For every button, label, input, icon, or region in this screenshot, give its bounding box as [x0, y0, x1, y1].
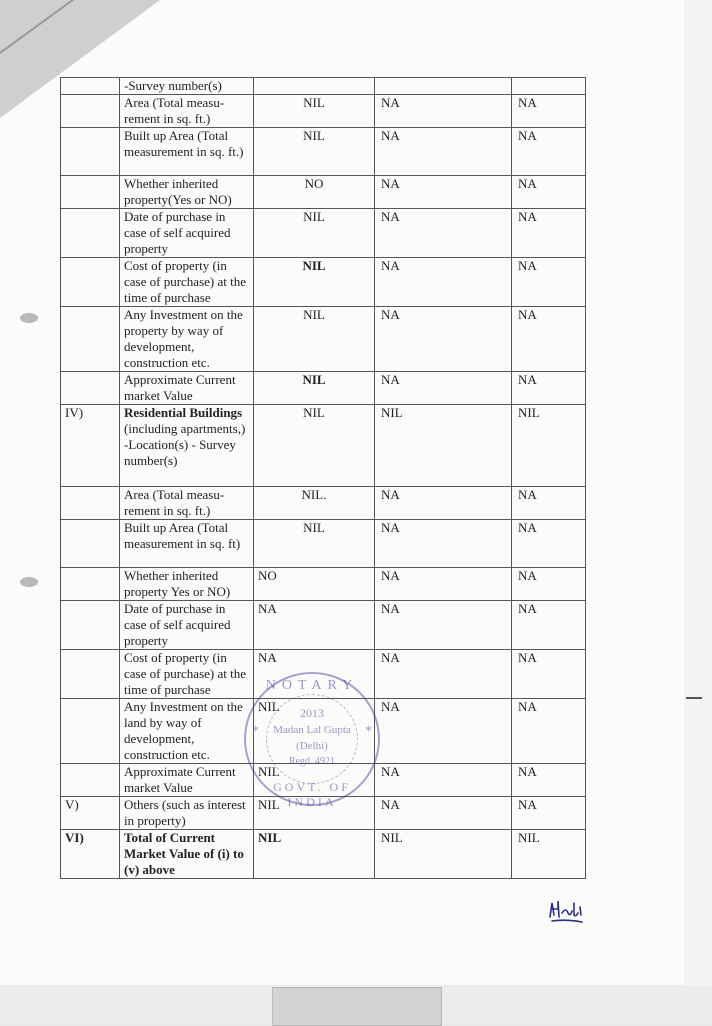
cell-particulars [120, 764, 254, 797]
cell-particulars [120, 176, 254, 209]
cell-value-3: NA [512, 520, 586, 568]
cell-value-2: NA [375, 764, 512, 797]
table-row [61, 95, 586, 128]
cell-value-3: NA [512, 372, 586, 405]
cell-serial [61, 764, 120, 797]
stamp-name: Madan Lal Gupta [273, 724, 351, 736]
cell-particulars [120, 307, 254, 372]
particulars-text: Date of purchase in case of self acquired property [124, 209, 231, 256]
cell-value-2: NA [375, 258, 512, 307]
cell-value-2: NA [375, 650, 512, 699]
cell-value-1: NIL [254, 830, 375, 879]
particulars-text: (including apartments,) -Location(s) - Survey number(s) [124, 421, 246, 468]
cell-value-1: NIL [254, 128, 375, 176]
cell-particulars [120, 95, 254, 128]
particulars-text: Any Investment on the property by way of development, construction etc. [124, 307, 243, 370]
cell-serial [61, 568, 120, 601]
cell-value-3: NA [512, 797, 586, 830]
cell-value-1: NO [254, 176, 375, 209]
cell-serial [61, 209, 120, 258]
cell-value-1 [254, 78, 375, 95]
edge-mark [686, 697, 702, 699]
cell-particulars [120, 520, 254, 568]
table-row [61, 209, 586, 258]
stamp-year: 2013 [300, 706, 324, 720]
cell-value-3 [512, 78, 586, 95]
cell-particulars [120, 699, 254, 764]
particulars-text: Built up Area (Total measurement in sq. ft.) [124, 128, 244, 159]
cell-value-1: NA [254, 601, 375, 650]
cell-value-3: NA [512, 176, 586, 209]
cell-value-2: NA [375, 487, 512, 520]
underlying-sheet [684, 0, 712, 1024]
cell-value-3: NA [512, 601, 586, 650]
cell-serial [61, 520, 120, 568]
cell-value-1: NIL [254, 209, 375, 258]
stamp-top-text: NOTARY [265, 678, 359, 693]
cell-value-3: NA [512, 258, 586, 307]
table-row [61, 128, 586, 176]
cell-serial [61, 699, 120, 764]
cell-value-3: NA [512, 128, 586, 176]
table-row [61, 307, 586, 372]
cell-value-3: NA [512, 307, 586, 372]
cell-serial [61, 307, 120, 372]
cell-value-2: NA [375, 307, 512, 372]
cell-value-1: NIL [254, 258, 375, 307]
punch-hole [20, 577, 38, 587]
cell-serial [61, 372, 120, 405]
punch-hole [20, 313, 38, 323]
cell-value-2: NIL [375, 830, 512, 879]
table-row [61, 78, 586, 95]
particulars-heading: Residential Buildings [124, 405, 243, 420]
particulars-text: Cost of property (in case of purchase) at the time of purchase [124, 650, 246, 697]
table-row [61, 520, 586, 568]
cell-value-1: NIL [254, 699, 375, 764]
table-row [61, 258, 586, 307]
table-row [61, 830, 586, 879]
cell-particulars [120, 128, 254, 176]
table-row [61, 487, 586, 520]
cell-value-2: NA [375, 797, 512, 830]
cell-value-2 [375, 78, 512, 95]
cell-serial: IV) [61, 405, 120, 487]
cell-serial [61, 176, 120, 209]
cell-serial [61, 128, 120, 176]
stamp-registration: Regd. 4921 [288, 756, 336, 767]
cell-serial [61, 258, 120, 307]
particulars-text: Any Investment on the land by way of development, construction etc. [124, 699, 243, 762]
table-row [61, 405, 586, 487]
particulars-text: Approximate Current market Value [124, 372, 236, 403]
cell-value-1: NIL [254, 95, 375, 128]
cell-value-2: NA [375, 601, 512, 650]
cell-value-3: NA [512, 487, 586, 520]
cell-value-1: NIL [254, 764, 375, 797]
cell-particulars [120, 78, 254, 95]
cell-particulars [120, 568, 254, 601]
table-row [61, 176, 586, 209]
particulars-text: Area (Total measu-rement in sq. ft.) [124, 487, 225, 518]
star-icon: * [252, 724, 259, 739]
particulars-text: Others (such as interest in property) [124, 797, 246, 828]
cell-value-2: NA [375, 372, 512, 405]
cell-value-1: NO [254, 568, 375, 601]
star-icon: * [365, 724, 372, 739]
cell-value-3: NA [512, 650, 586, 699]
cell-value-1: NIL [254, 797, 375, 830]
particulars-text: Cost of property (in case of purchase) at the time of purchase [124, 258, 246, 305]
cell-particulars [120, 405, 254, 487]
particulars-text: Whether inherited property(Yes or NO) [124, 176, 232, 207]
cell-serial [61, 601, 120, 650]
cell-value-3: NIL [512, 830, 586, 879]
clip-tab [272, 987, 442, 1026]
cell-serial [61, 78, 120, 95]
cell-particulars [120, 487, 254, 520]
particulars-heading: Total of Current Market Value of (i) to (v) above [124, 830, 244, 877]
cell-value-2: NIL [375, 405, 512, 487]
table-row [61, 601, 586, 650]
notary-stamp [244, 672, 380, 809]
cell-value-1: NIL. [254, 487, 375, 520]
cell-value-3: NA [512, 209, 586, 258]
table-row [61, 568, 586, 601]
cell-serial [61, 95, 120, 128]
cell-particulars [120, 830, 254, 879]
cell-value-2: NA [375, 568, 512, 601]
particulars-text: -Survey number(s) [124, 78, 222, 93]
cell-value-1: NIL [254, 520, 375, 568]
cell-value-1: NIL [254, 307, 375, 372]
cell-particulars [120, 209, 254, 258]
signature-icon [546, 897, 586, 925]
particulars-text: Approximate Current market Value [124, 764, 236, 795]
cell-value-3: NA [512, 568, 586, 601]
cell-value-2: NA [375, 520, 512, 568]
table-row [61, 372, 586, 405]
cell-serial: V) [61, 797, 120, 830]
cell-value-2: NA [375, 128, 512, 176]
cell-value-1: NIL [254, 372, 375, 405]
cell-particulars [120, 601, 254, 650]
cell-serial: VI) [61, 830, 120, 879]
stamp-city: (Delhi) [296, 740, 328, 752]
particulars-text: Built up Area (Total measurement in sq. ft) [124, 520, 241, 551]
cell-value-2: NA [375, 699, 512, 764]
stamp-bottom-text: GOVT. OF INDIA [273, 780, 351, 809]
cell-particulars [120, 797, 254, 830]
cell-value-2: NA [375, 95, 512, 128]
cell-serial [61, 487, 120, 520]
cell-value-1: NIL [254, 405, 375, 487]
cell-value-3: NA [512, 764, 586, 797]
cell-value-1: NA [254, 650, 375, 699]
particulars-text: Area (Total measu-rement in sq. ft.) [124, 95, 225, 126]
cell-value-3: NA [512, 699, 586, 764]
particulars-text: Date of purchase in case of self acquired property [124, 601, 231, 648]
cell-value-2: NA [375, 209, 512, 258]
cell-particulars [120, 650, 254, 699]
cell-value-2: NA [375, 176, 512, 209]
cell-particulars [120, 372, 254, 405]
particulars-text: Whether inherited property Yes or NO) [124, 568, 231, 599]
cell-value-3: NA [512, 95, 586, 128]
cell-particulars [120, 258, 254, 307]
cell-value-3: NIL [512, 405, 586, 487]
cell-serial [61, 650, 120, 699]
